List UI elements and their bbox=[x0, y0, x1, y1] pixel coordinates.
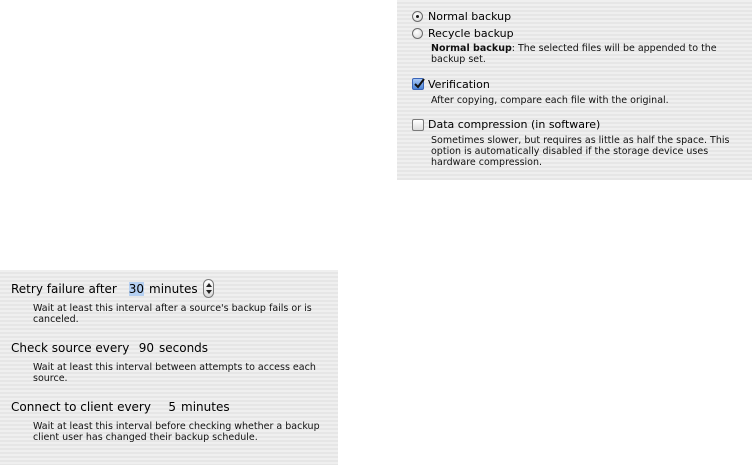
verification-label[interactable]: Verification bbox=[428, 78, 490, 91]
connect-client-minutes-value: 5 bbox=[168, 400, 176, 414]
recycle-backup-radio[interactable] bbox=[412, 28, 423, 39]
connect-client-unit-label: minutes bbox=[181, 400, 230, 414]
backup-mode-description-text: : The selected files will be appended to the backup set. bbox=[431, 43, 717, 65]
verification-checkbox[interactable] bbox=[412, 78, 424, 90]
connect-client-label: Connect to client every bbox=[11, 400, 151, 414]
check-source-seconds-value: 90 bbox=[138, 341, 154, 355]
retry-stepper[interactable] bbox=[203, 279, 214, 298]
stepper-up-icon[interactable] bbox=[206, 283, 212, 287]
verification-description: After copying, compare each file with the original. bbox=[431, 95, 669, 106]
stepper-down-icon[interactable] bbox=[206, 290, 212, 294]
normal-backup-radio[interactable] bbox=[412, 11, 423, 22]
retry-minutes-value: 30 bbox=[128, 282, 144, 296]
backup-mode-description-bold: Normal backup bbox=[431, 43, 512, 54]
data-compression-label[interactable]: Data compression (in software) bbox=[428, 118, 601, 131]
connect-client-description: Wait at least this interval before checking whether a backup client user has changed their backup schedule. bbox=[33, 421, 320, 443]
check-source-description: Wait at least this interval between attempts to access each source. bbox=[33, 362, 316, 384]
schedule-panel bbox=[0, 270, 338, 465]
normal-backup-label[interactable]: Normal backup bbox=[428, 10, 512, 23]
backup-options-panel bbox=[397, 0, 752, 180]
data-compression-description: Sometimes slower, but requires as little as half the space. This option is automatically disabled if the storage device uses hardware compression. bbox=[431, 135, 730, 168]
backup-mode-description bbox=[431, 43, 721, 65]
retry-failure-label: Retry failure after bbox=[11, 282, 117, 296]
retry-description: Wait at least this interval after a source's backup fails or is canceled. bbox=[33, 303, 312, 325]
check-source-unit-label: seconds bbox=[159, 341, 209, 355]
data-compression-checkbox[interactable] bbox=[412, 119, 424, 131]
retry-minutes-input[interactable] bbox=[120, 282, 144, 297]
check-source-label: Check source every bbox=[11, 341, 130, 355]
checkmark-icon bbox=[413, 77, 426, 90]
recycle-backup-label[interactable]: Recycle backup bbox=[428, 27, 514, 40]
check-source-seconds-input[interactable] bbox=[132, 341, 154, 356]
retry-unit-label: minutes bbox=[149, 282, 198, 296]
connect-client-minutes-input[interactable] bbox=[160, 400, 176, 415]
